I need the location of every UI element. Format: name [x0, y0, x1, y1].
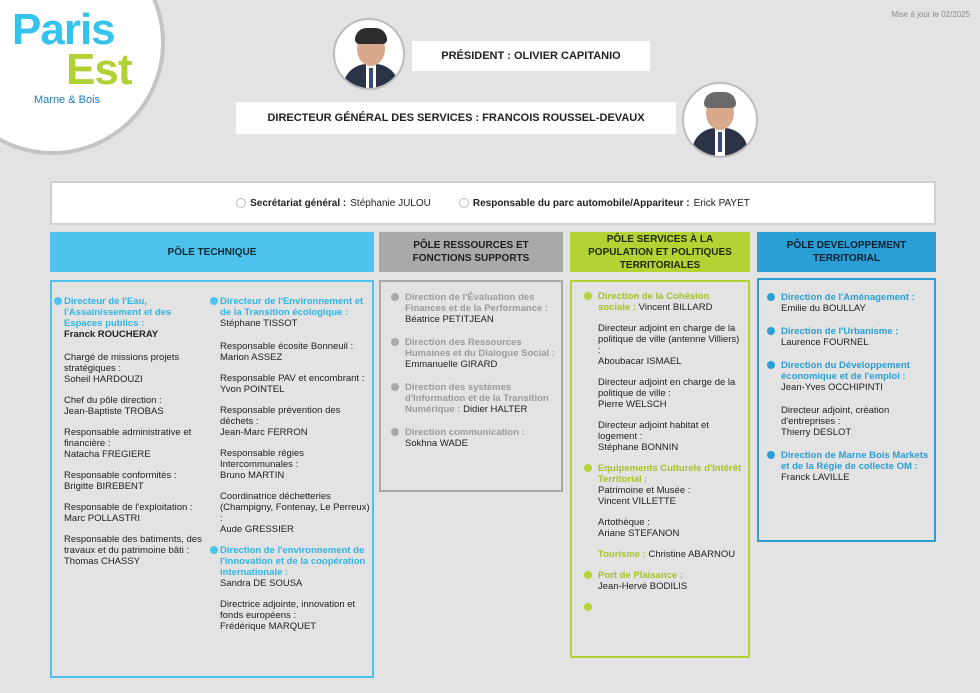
pole-technique-header: PÔLE TECHNIQUE — [50, 232, 374, 272]
role-label: Directeur adjoint en charge de la politique de ville (antenne Villiers) : — [598, 323, 740, 356]
direction-name: Emilie du BOULLAY — [781, 303, 866, 314]
role-name: Pierre WELSCH — [598, 399, 667, 410]
direction-label: Direction des systèmes d'Information et de la Transition Numérique : — [405, 382, 549, 415]
direction-label: Equipements Culturels d'Intérêt Territorial : — [598, 463, 742, 485]
role-name: Stéphane BONNIN — [598, 442, 679, 453]
role-label: Responsable administrative et financière : — [64, 427, 192, 449]
bullet-icon — [210, 297, 218, 305]
list-item — [220, 545, 370, 589]
role-label: Directrice adjointe, innovation et fonds européens : — [220, 599, 356, 621]
secretariat-name: Stéphanie JULOU — [350, 197, 431, 209]
direction-label: Direction communication : — [405, 427, 525, 438]
bullet-icon — [584, 571, 592, 579]
pole-developpement-header: PÔLE DEVELOPPEMENT TERRITORIAL — [757, 232, 936, 272]
list-item — [781, 405, 929, 438]
direction-label: Directeur de l'Eau, l'Assainissement et des Espaces publics : — [64, 296, 172, 329]
parc-auto-name: Erick PAYET — [693, 197, 750, 209]
director-title: DIRECTEUR GÉNÉRAL DES SERVICES : FRANCOIS ROUSSEL-DEVAUX — [236, 102, 676, 134]
direction-name: Jean-Hervé BODILIS — [598, 581, 688, 592]
direction-name: Béatrice PETITJEAN — [405, 314, 494, 325]
role-name: Thomas CHASSY — [64, 556, 141, 567]
direction-name: Franck ROUCHERAY — [64, 329, 159, 340]
list-item — [598, 549, 744, 560]
direction-label: Direction du Développement économique et de l'emploi : — [781, 360, 910, 382]
bullet-icon — [459, 198, 469, 208]
direction-name: Vincent BILLARD — [638, 302, 713, 313]
bullet-icon — [767, 293, 775, 301]
bullet-icon — [584, 464, 592, 472]
role-label: Directeur adjoint en charge de la politique de ville : — [598, 377, 736, 399]
pole-ressources-header: PÔLE RESSOURCES ET FONCTIONS SUPPORTS — [379, 232, 563, 272]
secretariat-label: Secrétariat général : — [250, 197, 347, 209]
list-item — [64, 427, 208, 460]
bullet-icon — [767, 327, 775, 335]
role-name: Aude GRESSIER — [220, 524, 294, 535]
list-item — [220, 405, 370, 438]
direction-name: Christine ABARNOU — [648, 549, 736, 560]
bullet-icon — [391, 383, 399, 391]
role-label: Chef du pôle direction : — [64, 395, 162, 406]
list-item — [64, 470, 208, 492]
list-item — [598, 323, 744, 367]
direction-label: Directeur de l'Environnement et de la Transition écologique : — [220, 296, 364, 318]
list-item — [64, 534, 208, 567]
list-item — [781, 292, 929, 314]
role-label: Chargé de missions projets stratégiques : — [64, 352, 180, 374]
parc-auto-item — [459, 198, 750, 209]
role-label: Responsable prévention des déchets : — [220, 405, 341, 427]
logo-paris-text: Paris — [12, 5, 115, 54]
bullet-icon — [584, 603, 592, 611]
direction-name: Emmanuelle GIRARD — [405, 359, 498, 370]
direction-label: Direction des Ressources Humaines et du Dialogue Social : — [405, 337, 555, 359]
direction-label: Direction de l'Urbanisme : — [781, 326, 899, 337]
list-item — [405, 382, 555, 415]
role-name: Bruno MARTIN — [220, 470, 285, 481]
list-item — [220, 599, 370, 632]
role-name: Soheil HARDOUZI — [64, 374, 143, 385]
bullet-icon — [210, 546, 218, 554]
direction-label: Port de Plaisance : — [598, 570, 684, 581]
role-name: Thierry DESLOT — [781, 427, 852, 438]
bullet-icon — [584, 292, 592, 300]
direction-name: Laurence FOURNEL — [781, 337, 869, 348]
list-item — [781, 360, 929, 393]
bullet-icon — [54, 297, 62, 305]
technique-col2 — [220, 296, 370, 642]
list-item — [64, 352, 208, 385]
ressources-list — [405, 292, 555, 459]
direction-label: Direction de l'Aménagement : — [781, 292, 915, 303]
bullet-icon — [391, 338, 399, 346]
role-label: Directeur adjoint habitat et logement : — [598, 420, 709, 442]
list-item — [598, 420, 744, 453]
role-name: Frédérique MARQUET — [220, 621, 317, 632]
direction-label: Direction de l'Évaluation des Finances et de la Performance : — [405, 292, 549, 314]
technique-col1 — [64, 296, 208, 577]
direction-name: Stéphane TISSOT — [220, 318, 298, 329]
list-item — [405, 337, 555, 370]
list-item — [598, 602, 744, 612]
president-photo — [333, 18, 405, 90]
direction-name: Sokhna WADE — [405, 438, 469, 449]
direction-name: Didier HALTER — [463, 404, 528, 415]
role-name: Marc POLLASTRI — [64, 513, 141, 524]
secretariat-bar — [50, 181, 936, 225]
role-label: Coordinatrice déchetteries (Champigny, Fontenay, Le Perreux) : — [220, 491, 370, 524]
list-item — [598, 377, 744, 410]
list-item — [598, 485, 744, 507]
list-item — [598, 291, 744, 313]
list-item — [64, 395, 208, 417]
role-name: Ariane STEFANON — [598, 528, 680, 539]
list-item — [64, 502, 208, 524]
direction-label: Direction de l'environnement de l'innovation et de la coopération internationale : — [220, 545, 366, 578]
list-item — [220, 491, 370, 535]
role-label: Responsable écosite Bonneuil : — [220, 341, 354, 352]
list-item — [405, 427, 555, 449]
list-item — [220, 373, 370, 395]
role-label: Directeur adjoint, création d'entreprises : — [781, 405, 890, 427]
role-label: Artothèque : — [598, 517, 650, 528]
parc-auto-label: Responsable du parc automobile/Appariteur : — [472, 197, 690, 209]
direction-name: Franck LAVILLE — [781, 472, 850, 483]
list-item — [64, 296, 208, 340]
direction-name: Jean-Yves OCCHIPINTI — [781, 382, 883, 393]
list-item — [220, 341, 370, 363]
role-label: Responsable des batiments, des travaux et du patrimoine bâti : — [64, 534, 202, 556]
bullet-icon — [767, 361, 775, 369]
logo-tagline: Marne & Bois — [34, 94, 101, 106]
update-date: Mise à jour le 02/2025 — [891, 10, 970, 19]
list-item — [220, 296, 370, 329]
role-label: Patrimoine et Musée : — [598, 485, 691, 496]
list-item — [781, 450, 929, 483]
pole-services-header: PÔLE SERVICES À LA POPULATION ET POLITIQUES TERRITORIALES — [570, 232, 750, 272]
role-name: Marion ASSEZ — [220, 352, 283, 363]
list-item — [598, 463, 744, 485]
role-name: Jean-Baptiste TROBAS — [64, 406, 164, 417]
list-item — [598, 517, 744, 539]
role-name: Brigitte BIREBENT — [64, 481, 144, 492]
role-name: Aboubacar ISMAEL — [598, 356, 682, 367]
role-name: Yvon POINTEL — [220, 384, 285, 395]
direction-label: Direction de la Cohésion sociale : — [598, 291, 710, 313]
logo-est-text: Est — [66, 45, 132, 94]
role-label: Responsable de l'exploitation : — [64, 502, 193, 513]
director-photo — [682, 82, 758, 158]
bullet-icon — [767, 451, 775, 459]
role-name: Natacha FREGIERE — [64, 449, 151, 460]
bullet-icon — [391, 293, 399, 301]
developpement-list — [781, 292, 929, 493]
role-label: Responsable régies Intercommunales : — [220, 448, 304, 470]
list-item — [405, 292, 555, 325]
role-name: Vincent VILLETTE — [598, 496, 676, 507]
list-item — [598, 570, 744, 592]
bullet-icon — [391, 428, 399, 436]
role-name: Jean-Marc FERRON — [220, 427, 308, 438]
list-item — [781, 326, 929, 348]
list-item — [220, 448, 370, 481]
direction-label: Tourisme : — [598, 549, 646, 560]
role-label: Responsable conformités : — [64, 470, 177, 481]
bullet-icon — [236, 198, 246, 208]
direction-label: Direction de Marne Bois Markets et de la Régie de collecte OM : — [781, 450, 929, 472]
president-title: PRÉSIDENT : OLIVIER CAPITANIO — [412, 41, 650, 71]
secretariat-item — [236, 198, 431, 209]
direction-name: Sandra DE SOUSA — [220, 578, 303, 589]
role-label: Responsable PAV et encombrant : — [220, 373, 365, 384]
services-list — [598, 291, 744, 622]
